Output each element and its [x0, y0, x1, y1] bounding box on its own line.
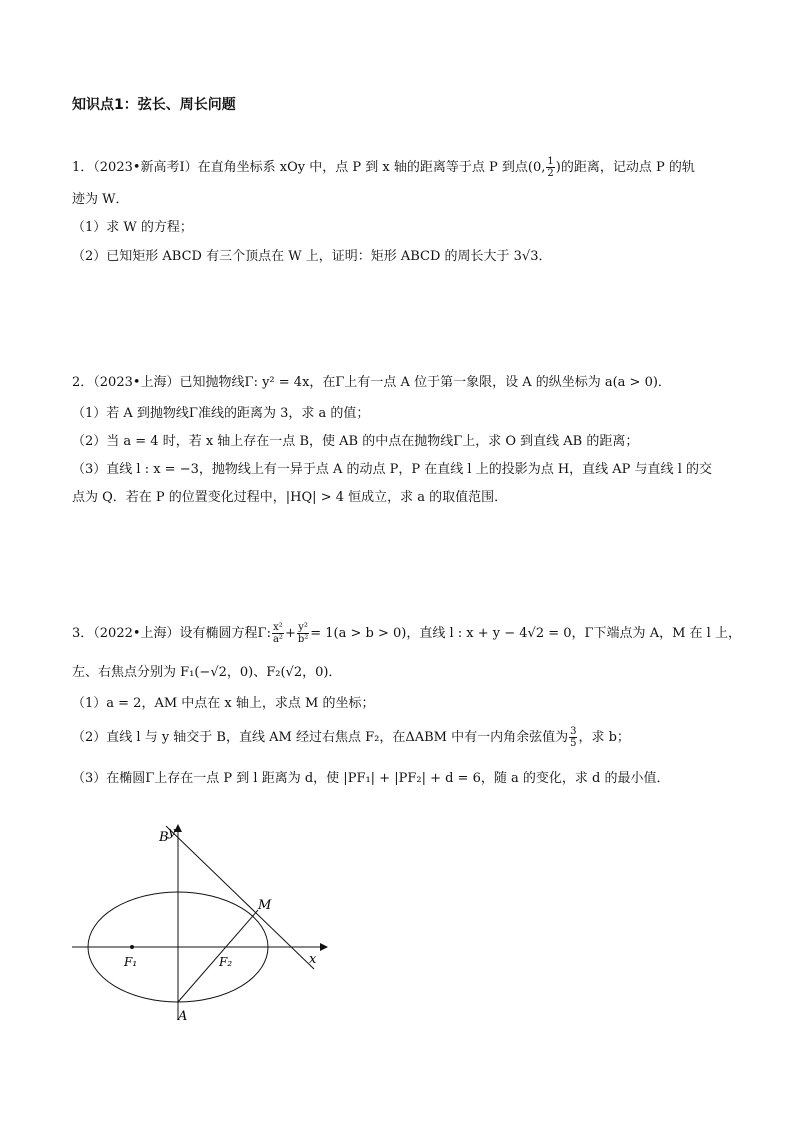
problem-3-x-fraction — [272, 622, 284, 645]
problem-1-point-open: (0, — [527, 160, 546, 175]
problem-1-text-b: 的距离，记动点 P 的轨 — [560, 160, 695, 175]
problem-1-source: （2023•新高考Ⅰ） — [93, 160, 198, 175]
problem-3-y-fraction — [297, 622, 309, 645]
section-heading: 知识点1：弦长、周长问题 — [72, 97, 236, 113]
line-am — [178, 910, 258, 1002]
point-m-label: M — [258, 898, 272, 913]
problem-1-fraction-den: 2 — [547, 168, 554, 179]
problem-3-part-2-frac-num: 3 — [570, 726, 577, 737]
problem-2-text: 已知抛物线Γ: y² = 4x，在Γ上有一点 A 位于第一象限，设 A 的纵坐标为 a(a > 0)． — [179, 375, 671, 390]
problem-2-part-3: （3）直线 l : x = −3，抛物线上有一异于点 A 的动点 P，P 在直线 l 上的投影为点 H，直线 AP 与直线 l 的交 — [72, 462, 712, 477]
problem-2-number: 2． — [72, 375, 94, 390]
problem-2-line-1 — [72, 374, 671, 392]
problem-3-part-2-text-b: ，求 b； — [578, 730, 630, 745]
problem-3-y-num: y² — [298, 622, 308, 633]
x-axis-arrow — [320, 943, 328, 951]
x-axis-label: x — [309, 952, 317, 967]
problem-1-part-1: （1）求 W 的方程； — [72, 220, 193, 235]
focus-f1-label: F₁ — [124, 955, 138, 969]
problem-2-part-2: （2）当 a = 4 时，若 x 轴上存在一点 B，使 AB 的中点在抛物线Γ上，求 O 到直线 AB 的距离； — [72, 434, 639, 449]
problem-3-number: 3． — [72, 626, 94, 641]
problem-1-line-1 — [72, 156, 695, 179]
point-a-label: A — [178, 1009, 188, 1024]
problem-1-number: 1． — [72, 160, 94, 175]
problem-3-text-b: = 1(a > b > 0)，直线 l : x + y − 4√2 = 0，Γ下端点为 A，M 在 l 上， — [310, 626, 741, 641]
problem-2-part-3-cont: 点为 Q．若在 P 的位置变化过程中，|HQ| > 4 恒成立，求 a 的取值范围． — [72, 490, 508, 505]
problem-3-text-a: 设有椭圆方程Γ: — [179, 626, 271, 641]
focus-f1-dot — [130, 945, 134, 949]
problem-3-part-1: （1）a = 2，AM 中点在 x 轴上，求点 M 的坐标； — [72, 696, 375, 711]
problem-1-fraction — [546, 156, 554, 179]
problem-2-part-1: （1）若 A 到抛物线Γ准线的距离为 3，求 a 的值； — [72, 406, 370, 421]
problem-3-line-1 — [72, 622, 741, 645]
problem-3-y-den: b² — [297, 634, 309, 645]
problem-3-line-2: 左、右焦点分别为 F₁(−√2，0)、F₂(√2，0)． — [72, 665, 342, 680]
problem-3-x-num: x² — [273, 622, 283, 633]
problem-1-part-2: （2）已知矩形 ABCD 有三个顶点在 W 上，证明：矩形 ABCD 的周长大于 3√3． — [72, 249, 552, 264]
problem-2-source: （2023•上海） — [93, 375, 180, 390]
problem-3-part-2 — [72, 726, 630, 749]
problem-3-source: （2022•上海） — [93, 626, 180, 641]
ellipse-figure — [68, 820, 338, 1030]
problem-1-fraction-num: 1 — [547, 156, 554, 167]
problem-1-line-2: 迹为 W． — [72, 192, 129, 207]
problem-1-point-close: ) — [555, 160, 561, 175]
problem-3-part-3: （3）在椭圆Γ上存在一点 P 到 l 距离为 d，使 |PF₁| + |PF₂| + d = 6，随 a 的变化，求 d 的最小值． — [72, 771, 670, 786]
problem-3-part-2-text-a: （2）直线 l 与 y 轴交于 B，直线 AM 经过右焦点 F₂，在ΔABM 中有一内角余弦值为 — [72, 730, 569, 745]
problem-3-part-2-fraction — [569, 726, 577, 749]
problem-1-text-a: 在直角坐标系 xOy 中，点 P 到 x 轴的距离等于点 P 到点 — [197, 160, 528, 175]
problem-3-part-2-frac-den: 5 — [570, 738, 577, 749]
problem-3-plus: + — [284, 626, 296, 641]
point-b-label: B — [159, 830, 169, 845]
y-axis-label: y — [168, 825, 176, 840]
focus-f2-label: F₂ — [219, 955, 233, 969]
problem-3-x-den: a² — [272, 634, 283, 645]
line-l — [166, 826, 314, 969]
